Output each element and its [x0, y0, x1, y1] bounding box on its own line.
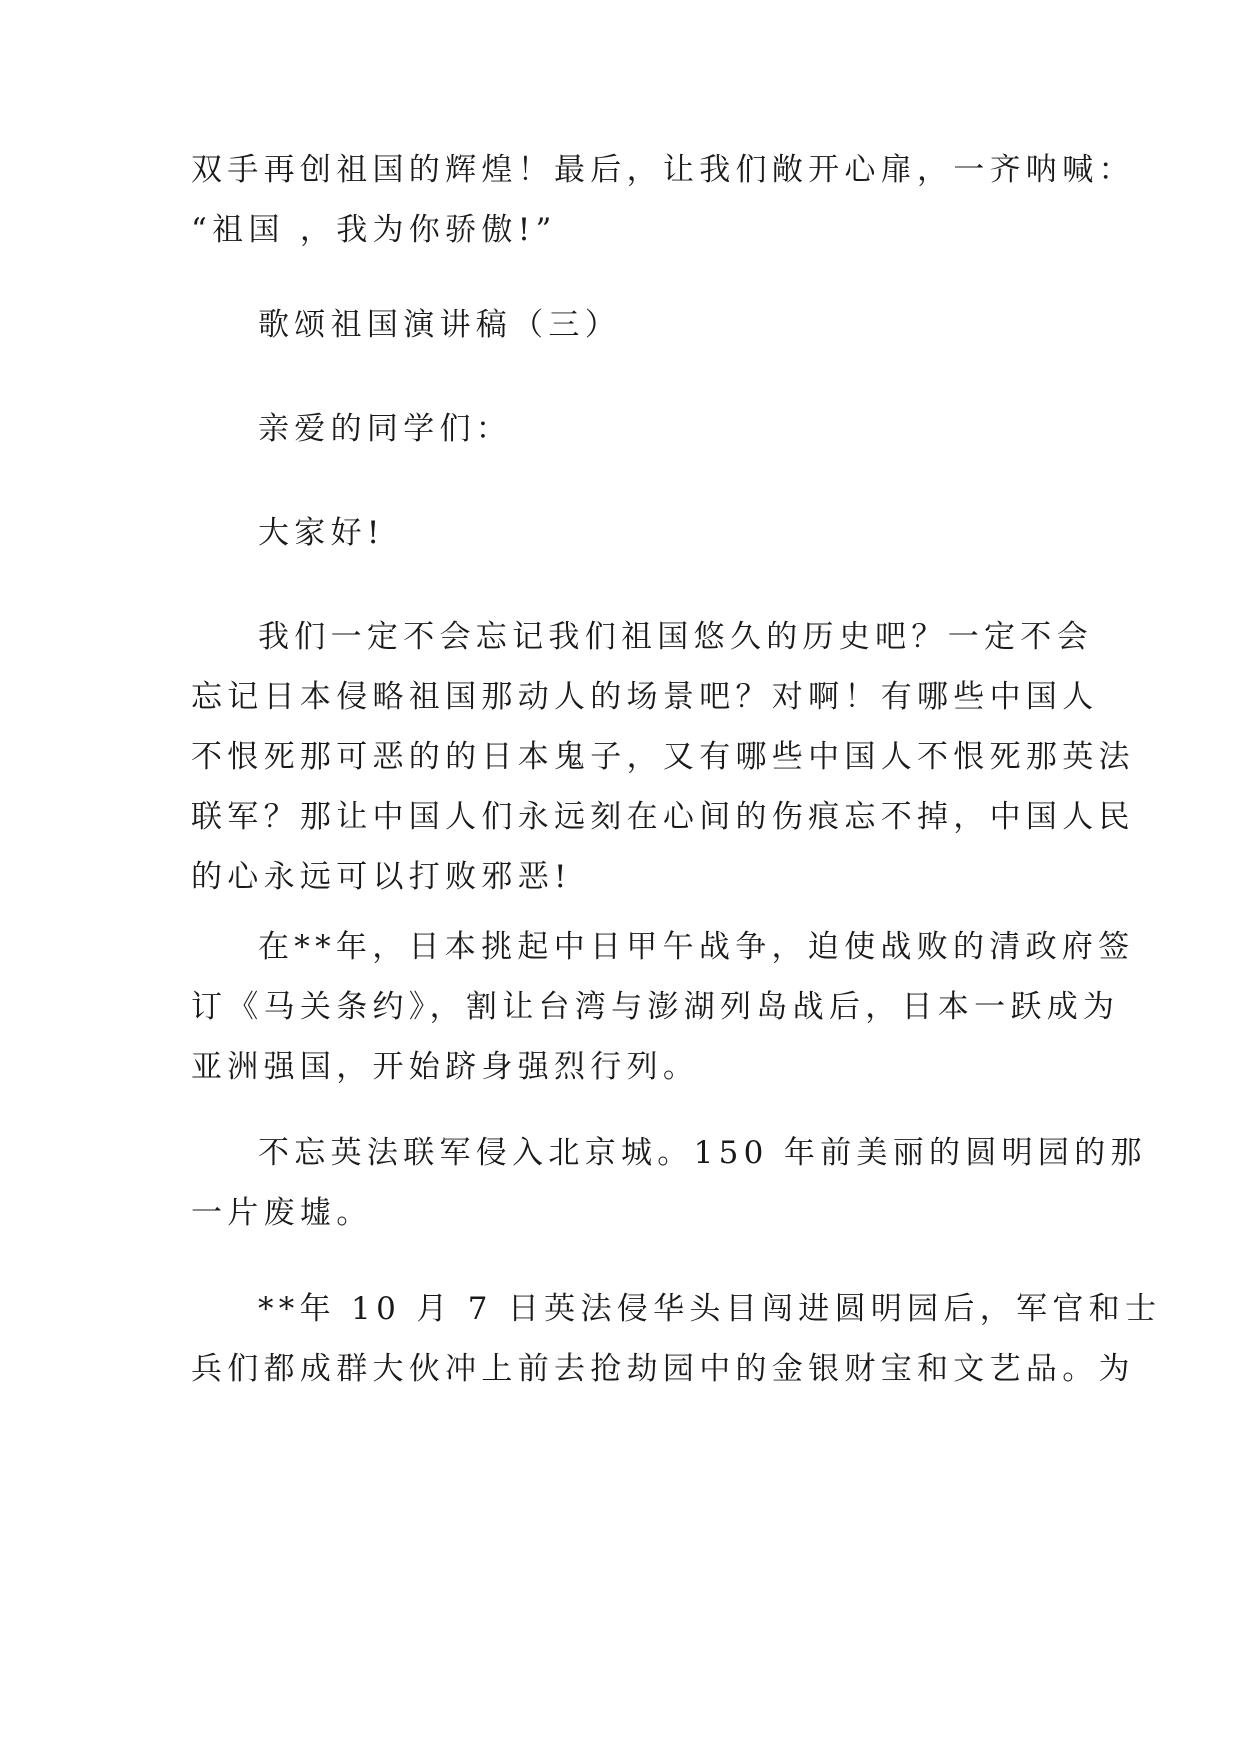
text-line: 不恨死那可恶的的日本鬼子，又有哪些中国人不恨死那英法 — [191, 739, 1135, 775]
text-line: 不忘英法联军侵入北京城。150 年前美丽的圆明园的那 — [258, 1135, 1147, 1171]
text-line: “祖国 ，我为你骄傲!” — [191, 212, 557, 248]
section-title: 歌颂祖国演讲稿（三） — [258, 307, 621, 343]
text-line: 在**年，日本挑起中日甲午战争，迫使战败的清政府签 — [258, 929, 1135, 965]
paragraph-closing — [191, 140, 1135, 260]
paragraph-title — [191, 295, 1051, 355]
text-line: 联军？那让中国人们永远刻在心间的伤痕忘不掉，中国人民 — [191, 799, 1135, 835]
text-line: **年 10 月 7 日英法侵华头目闯进圆明园后，军官和士 — [258, 1291, 1162, 1327]
text-line: 订《马关条约》，割让台湾与澎湖列岛战后，日本一跃成为 — [191, 989, 1120, 1025]
salutation: 亲爱的同学们： — [258, 411, 513, 447]
paragraph-war — [191, 917, 1135, 1097]
paragraph-history — [191, 607, 1135, 907]
paragraph-greeting — [191, 503, 1051, 563]
paragraph-yuanmingyuan — [191, 1279, 1162, 1399]
greeting: 大家好! — [258, 515, 385, 551]
text-line: 兵们都成群大伙冲上前去抢劫园中的金银财宝和文艺品。为 — [191, 1351, 1135, 1387]
text-line: 的心永远可以打败邪恶! — [191, 859, 572, 895]
text-line: 一片废墟。 — [191, 1195, 373, 1231]
paragraph-salutation — [191, 399, 1051, 459]
paragraph-beijing — [191, 1123, 1147, 1243]
text-line: 我们一定不会忘记我们祖国悠久的历史吧？一定不会 — [258, 619, 1093, 655]
text-line: 亚洲强国，开始跻身强烈行列。 — [191, 1049, 700, 1085]
text-line: 忘记日本侵略祖国那动人的场景吧？对啊！有哪些中国人 — [191, 679, 1099, 715]
text-line: 双手再创祖国的辉煌！最后，让我们敞开心扉，一齐呐喊： — [191, 152, 1135, 188]
